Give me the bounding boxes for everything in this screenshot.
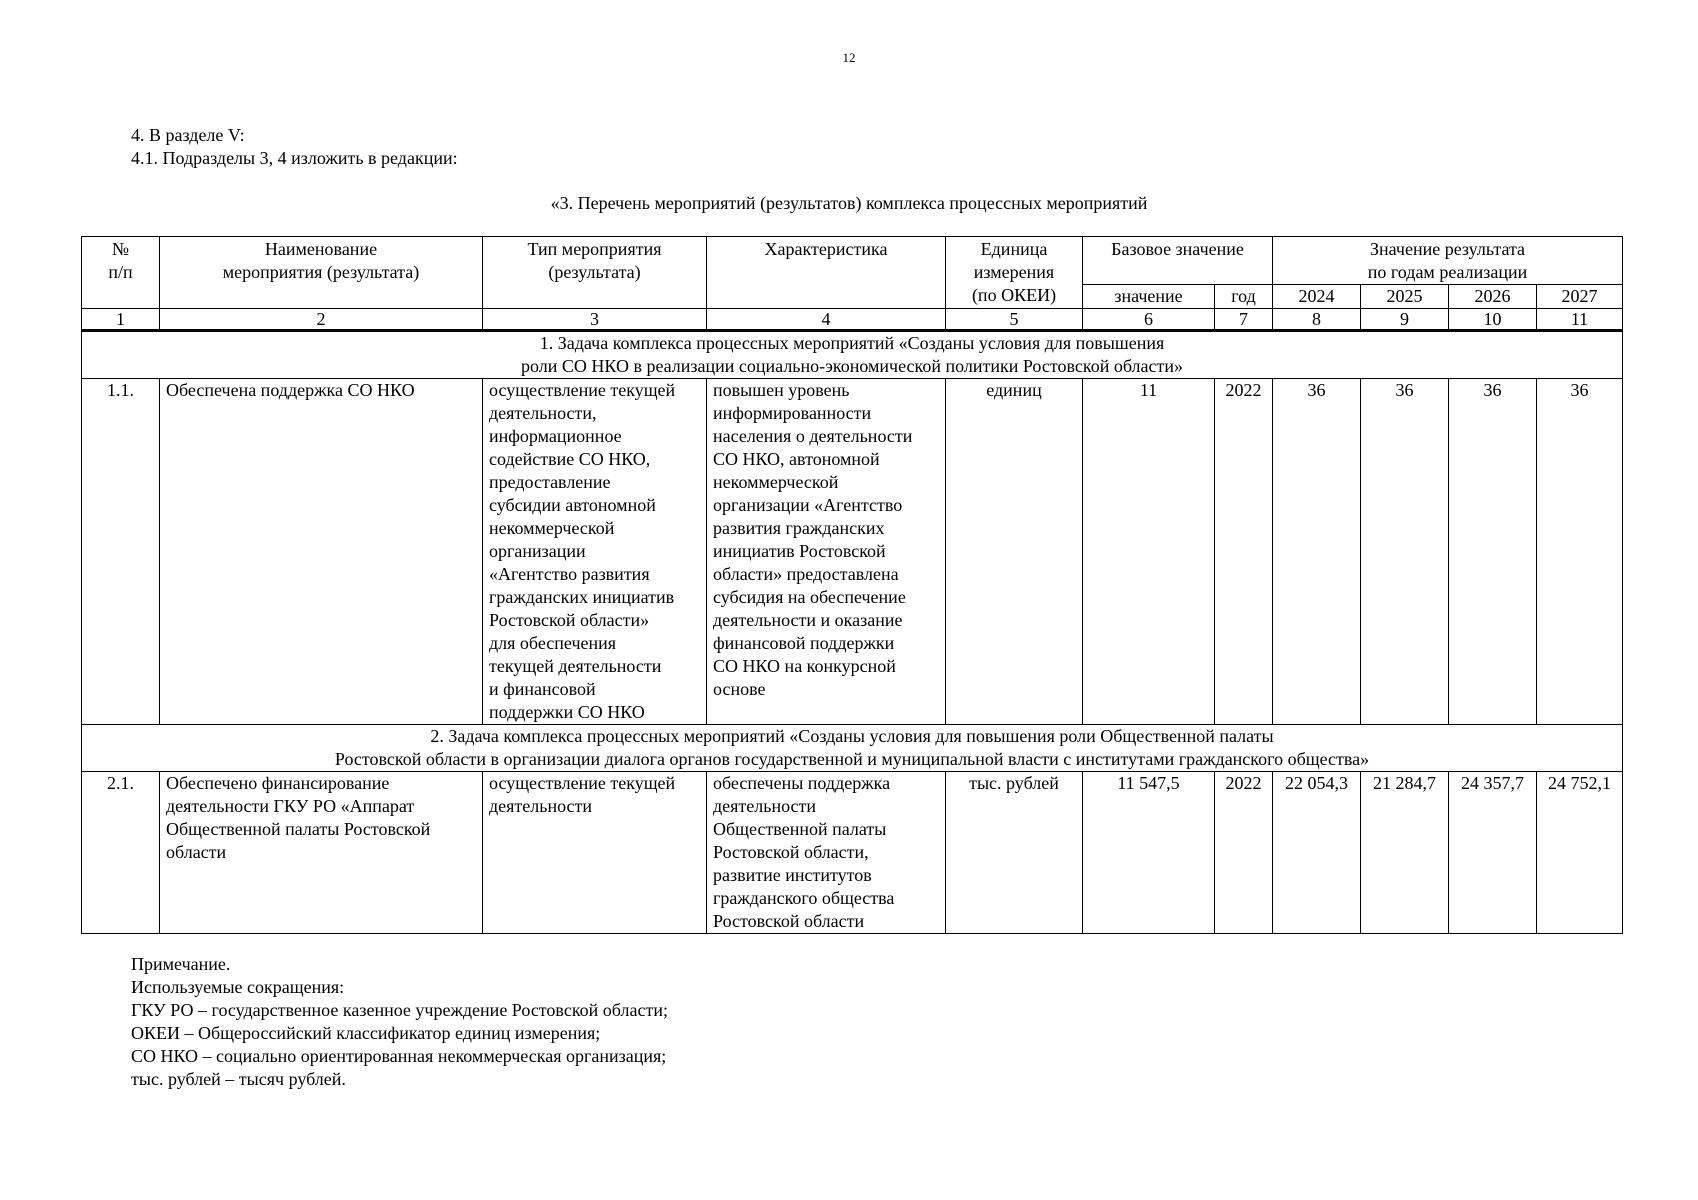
column-numbering-row [82,309,1623,331]
column-number: 7 [1215,309,1273,331]
task-2-row [82,725,1623,772]
column-number: 3 [483,309,707,331]
column-number: 4 [707,309,946,331]
column-number: 8 [1273,309,1361,331]
task-2-title: 2. Задача комплекса процессных мероприятий «Созданы условия для повышения роли Общественной палаты Ростовской области в организации диалога органов государственной и муниципальной власти с институтами гражданского общества» [82,725,1623,772]
row-type: осуществление текущей деятельности [483,772,707,934]
header-characteristic: Характеристика [707,237,946,309]
header-base-year: год [1215,285,1273,309]
row-value-2026: 24 357,7 [1449,772,1537,934]
header-base: Базовое значение [1083,237,1273,285]
task-1-row [82,331,1623,379]
row-value-2025: 21 284,7 [1361,772,1449,934]
note-line: ОКЕИ – Общероссийский классификатор единиц измерения; [131,1023,601,1043]
row-value-2026: 36 [1449,379,1537,725]
intro-text [131,124,458,170]
header-base-value: значение [1083,285,1215,309]
intro-line-2: 4.1. Подразделы 3, 4 изложить в редакции: [131,148,458,168]
row-value-2024: 22 054,3 [1273,772,1361,934]
table-row [82,772,1623,934]
page-number: 12 [842,50,856,65]
intro-line-1: 4. В разделе V: [131,125,245,145]
row-unit: тыс. рублей [946,772,1083,934]
column-number: 2 [160,309,483,331]
note-line: СО НКО – социально ориентированная некоммерческая организация; [131,1046,667,1066]
row-num: 2.1. [82,772,160,934]
header-year-2025: 2025 [1361,285,1449,309]
header-year-2027: 2027 [1537,285,1623,309]
row-base-year: 2022 [1215,379,1273,725]
column-number: 10 [1449,309,1537,331]
table-row [82,379,1623,725]
results-table [81,236,1623,934]
row-type: осуществление текущей деятельности, информационное содействие СО НКО, предоставление субсидии автономной некоммерческой организации «Агентство развития гражданских инициатив Ростовской области» для обеспечения текущей деятельности и финансовой поддержки СО НКО [483,379,707,725]
task-1-title: 1. Задача комплекса процессных мероприятий «Созданы условия для повышения роли СО НКО в реализации социально-экономической политики Ростовской области» [82,331,1623,379]
row-value-2024: 36 [1273,379,1361,725]
header-year-2024: 2024 [1273,285,1361,309]
column-number: 1 [82,309,160,331]
header-row [82,237,1623,285]
row-characteristic: обеспечены поддержка деятельности Общественной палаты Ростовской области, развитие институтов гражданского общества Ростовской области [707,772,946,934]
header-unit: Единица измерения (по ОКЕИ) [946,237,1083,309]
row-base-value: 11 [1083,379,1215,725]
row-characteristic: повышен уровень информированности населения о деятельности СО НКО, автономной некоммерческой организации «Агентство развития гражданских инициатив Ростовской области» предоставлена субсидия на обеспечение деятельности и оказание финансовой поддержки СО НКО на конкурсной основе [707,379,946,725]
note-line: Используемые сокращения: [131,977,345,997]
row-base-value: 11 547,5 [1083,772,1215,934]
table-title: «3. Перечень мероприятий (результатов) комплекса процессных мероприятий [550,193,1148,213]
row-num: 1.1. [82,379,160,725]
row-name: Обеспечена поддержка СО НКО [160,379,483,725]
note-line: тыс. рублей – тысяч рублей. [131,1069,346,1089]
row-value-2027: 36 [1537,379,1623,725]
row-value-2027: 24 752,1 [1537,772,1623,934]
header-results: Значение результата по годам реализации [1273,237,1623,285]
header-year-2026: 2026 [1449,285,1537,309]
row-base-year: 2022 [1215,772,1273,934]
notes [131,953,668,1091]
note-line: ГКУ РО – государственное казенное учреждение Ростовской области; [131,1000,668,1020]
header-type: Тип мероприятия (результата) [483,237,707,309]
column-number: 11 [1537,309,1623,331]
column-number: 6 [1083,309,1215,331]
column-number: 5 [946,309,1083,331]
header-name: Наименование мероприятия (результата) [160,237,483,309]
header-num: № п/п [82,237,160,309]
row-unit: единиц [946,379,1083,725]
column-number: 9 [1361,309,1449,331]
row-name: Обеспечено финансирование деятельности ГКУ РО «Аппарат Общественной палаты Ростовской области [160,772,483,934]
row-value-2025: 36 [1361,379,1449,725]
note-line: Примечание. [131,954,231,974]
